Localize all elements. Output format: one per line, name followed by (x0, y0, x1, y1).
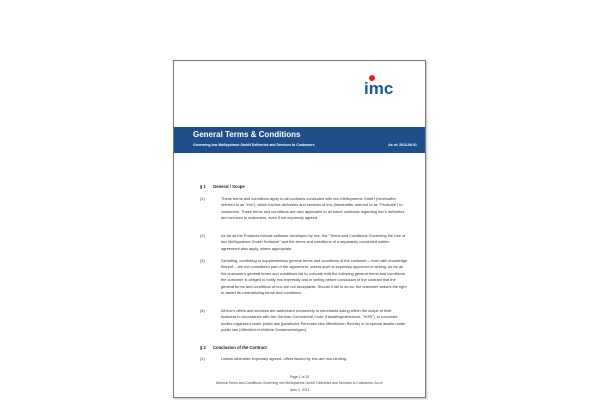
section-number: § 2 (200, 345, 206, 350)
document-subtitle: Governing imc Meßsysteme GmbH Deliveries and Services to Customers (193, 143, 315, 147)
section-number: § 1 (200, 184, 206, 189)
section-title: Conclusion of the Contract (213, 345, 267, 350)
paragraph (200, 196, 408, 222)
paragraph-text: Unless otherwise expressly agreed, offers issued by imc are non-binding. (221, 356, 348, 361)
paragraph-number: (1) (200, 196, 205, 201)
section-title: General / Scope (213, 184, 245, 189)
paragraph-text: As far as the Products include software developed by imc, the "Terms and Conditions Governing the Use of imc Meßsysteme GmbH Software" and the terms and conditions of a separately concluded written agreement also apply, where appropriate. (221, 233, 406, 251)
paragraph-text: Deviating, conflicting or supplementary general terms and conditions of the customer – even with knowledge thereof – are not considered part of the agreement, unless such is expressly approved in writing. As far as the customer's general terms and conditions fail to coincide with the following general terms and conditions, the customer is obliged to notify imc expressly and in writing before conclusion of the contract that the general terms and conditions of imc are not acceptable. Should it fail to do so, the customer waives the right to assert its contradicting terms and conditions. (221, 258, 408, 296)
document-page (173, 60, 426, 398)
section-heading (200, 184, 245, 189)
logo-text: imc (364, 79, 394, 98)
paragraph (200, 233, 408, 252)
paragraph-number: (3) (200, 258, 205, 263)
footer-page-number: Page 1 of 15 (289, 375, 310, 379)
paragraph-number: (1) (200, 356, 205, 361)
document-date-ref: As of: 2013-06-01 (388, 143, 417, 147)
footer-line: General Terms and Conditions Governing imc Meßsysteme GmbH Deliveries and Services to Customers, As of: (215, 381, 384, 385)
paragraph (200, 308, 408, 334)
paragraph (200, 356, 408, 362)
paragraph-text: These terms and conditions apply to all contracts concluded with imc Meßsysteme GmbH (hereinafter referred to as "imc"), which involve deliveries and services of imc (hereinafter referred to as "Products") to customers. These terms and conditions are also applicable to all future contracts regarding imc's deliveries and services to customers, even if not expressly agreed. (221, 196, 405, 221)
document-title: General Terms & Conditions (193, 130, 301, 139)
paragraph-number: (4) (200, 308, 205, 313)
section-heading (200, 345, 267, 350)
imc-logo (364, 75, 414, 105)
paragraph-number: (2) (200, 233, 205, 238)
title-banner (174, 127, 425, 153)
footer-date: June 1, 2013 (289, 388, 310, 392)
paragraph (200, 258, 408, 296)
paragraph-text: All imc's offers and services are addressed exclusively to merchants acting within the scope of their business in accordance with the German Commercial Code (Handelsgesetzbuch, "HGB"), to corporate bodies organized under public law (juristische Personen des öffentlichen Rechts) or to special assets under public law (öffentlich-rechtliche Sondervermögen). (221, 308, 406, 333)
